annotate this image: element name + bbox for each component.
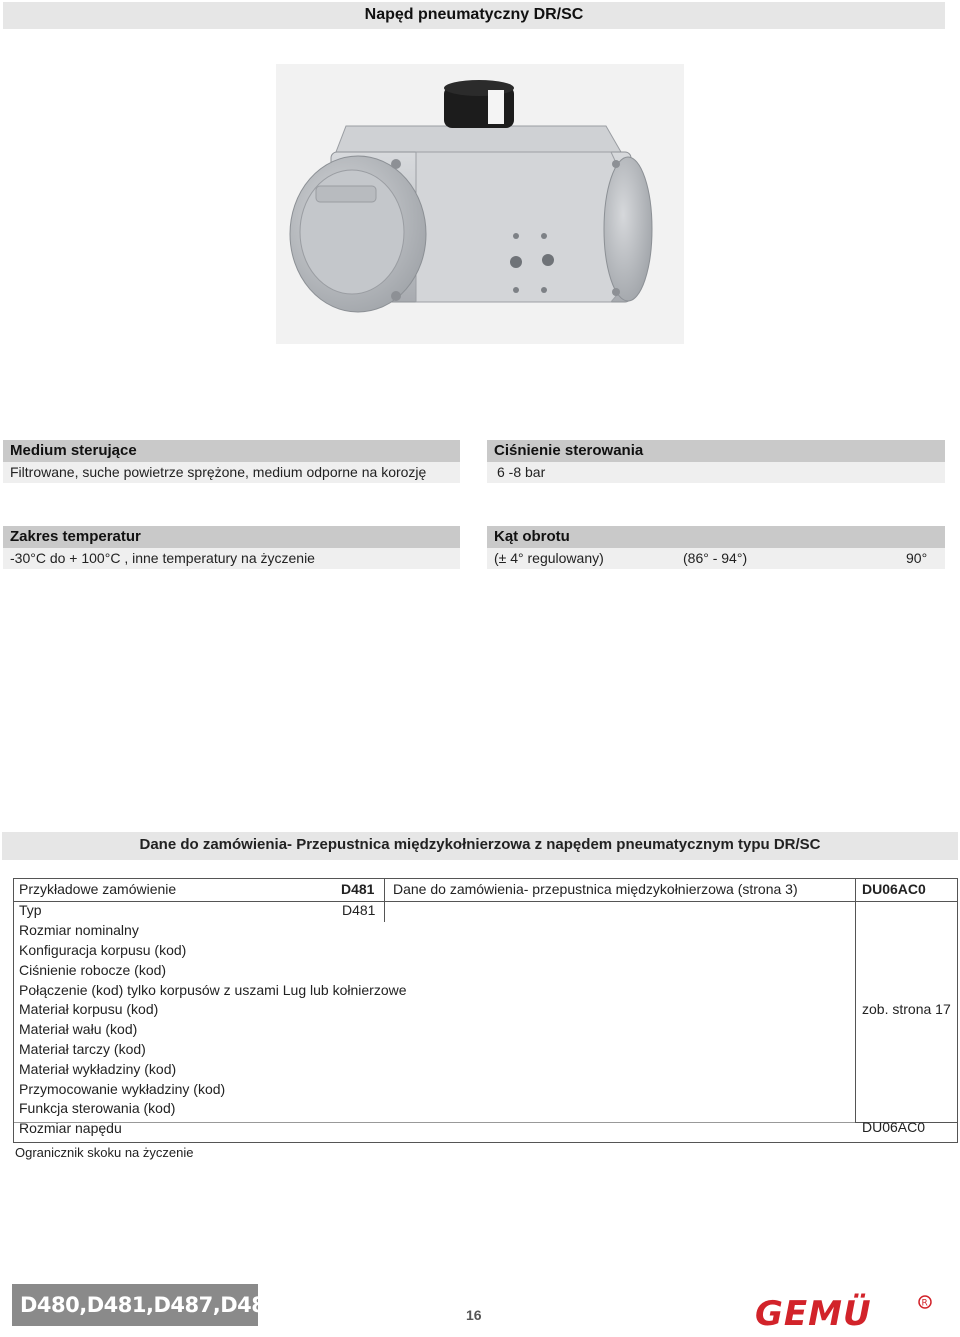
type-code: D481 — [342, 902, 376, 918]
brand-text: GEMÜ — [755, 1294, 872, 1331]
ordering-table — [13, 878, 958, 1143]
grid-line — [855, 879, 856, 1122]
grid-line — [384, 879, 385, 901]
gemu-logo — [755, 1293, 935, 1331]
row-label: Ciśnienie robocze (kod) — [19, 962, 167, 978]
angle-adjustable: (± 4° regulowany) — [494, 550, 604, 566]
page-title: Napęd pneumatyczny DR/SC — [3, 2, 945, 29]
temperature-label: Zakres temperatur — [3, 526, 460, 548]
stroke-limiter-note: Ogranicznik skoku na życzenie — [15, 1145, 194, 1160]
row-label: Materiał tarczy (kod) — [19, 1041, 146, 1057]
row-label: Materiał wału (kod) — [19, 1021, 138, 1037]
pressure-value: 6 -8 bar — [487, 462, 945, 483]
grid-line — [384, 901, 385, 922]
row-label: Materiał wykładziny (kod) — [19, 1061, 177, 1077]
reference-text: Dane do zamówienia- przepustnica międzykołnierzowa (strona 3) — [393, 881, 798, 897]
medium-label: Medium sterujące — [3, 440, 460, 462]
pressure-label: Ciśnienie sterowania — [487, 440, 945, 462]
footer-model-list: D480,D481,D487,D488 — [12, 1284, 258, 1326]
row-label: Przymocowanie wykładziny (kod) — [19, 1081, 226, 1097]
see-page-ref: zob. strona 17 — [862, 1001, 951, 1017]
drive-size-code: DU06AC0 — [862, 1119, 926, 1135]
angle-label: Kąt obrotu — [487, 526, 945, 548]
drive-size-label: Rozmiar napędu — [19, 1120, 122, 1136]
example-result: DU06AC0 — [862, 881, 926, 897]
type-label: Typ — [19, 902, 42, 918]
grid-line — [14, 901, 957, 902]
example-order-code: D481 — [341, 881, 375, 897]
medium-value: Filtrowane, suche powietrze sprężone, medium odporne na korozję — [3, 462, 460, 483]
svg-text:R: R — [921, 1298, 928, 1309]
actuator-photo — [276, 64, 684, 344]
page-number: 16 — [466, 1307, 482, 1323]
angle-nominal: 90° — [906, 550, 928, 566]
temperature-value: -30°C do + 100°C , inne temperatury na życzenie — [3, 548, 460, 569]
angle-range: (86° - 94°) — [683, 550, 748, 566]
row-label: Połączenie (kod) tylko korpusów z uszami Lug lub kołnierzowe — [19, 982, 407, 998]
grid-line — [14, 1122, 855, 1123]
row-label: Materiał korpusu (kod) — [19, 1001, 159, 1017]
ordering-heading: Dane do zamówienia- Przepustnica międzykołnierzowa z napędem pneumatycznym typu DR/SC — [2, 832, 958, 860]
row-label: Funkcja sterowania (kod) — [19, 1100, 176, 1116]
row-label: Rozmiar nominalny — [19, 922, 139, 938]
row-label: Konfiguracja korpusu (kod) — [19, 942, 187, 958]
angle-value-row — [487, 548, 945, 569]
example-order-label: Przykładowe zamówienie — [19, 881, 177, 897]
